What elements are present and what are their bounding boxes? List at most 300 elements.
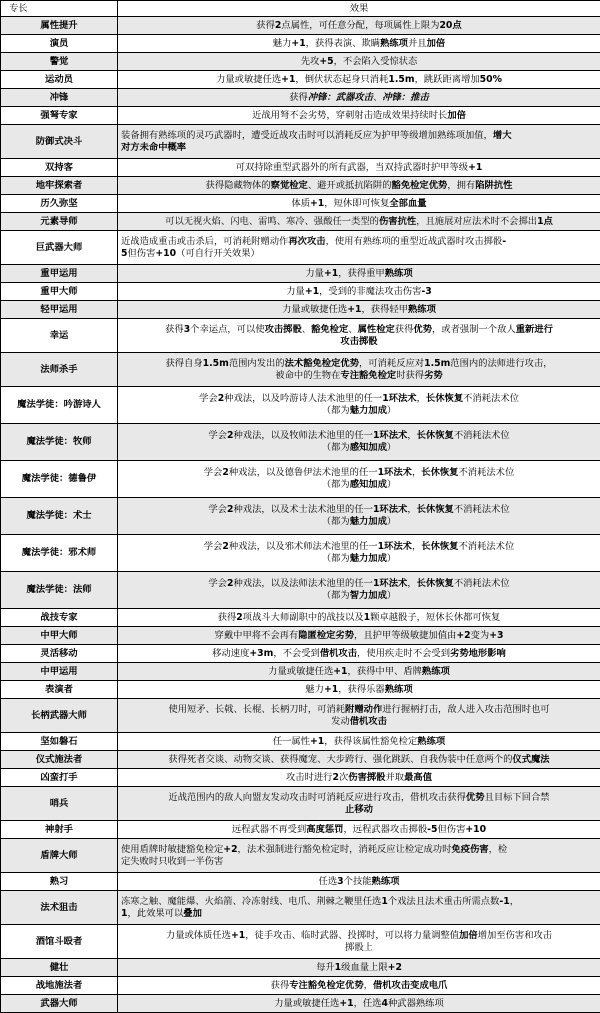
table-row: [1, 891, 600, 925]
feat-name: 长柄武器大师: [1, 699, 118, 733]
table-row: [1, 925, 600, 959]
effect-text: 种戏法，以及邪术师法术池里的任一: [229, 541, 378, 552]
feat-name: 战地施法者: [1, 977, 118, 995]
effect-text: ，法术强制进行豁免检定时，消耗反应让检定成功时: [238, 844, 452, 855]
feat-effect: [118, 891, 600, 925]
table-row: [1, 681, 600, 699]
effect-highlight: 1.5m: [203, 358, 229, 369]
feat-name: 魔法学徒：吟游诗人: [1, 387, 118, 424]
table-row: [1, 769, 600, 787]
effect-text: ，且护甲等级敏捷加值由: [354, 630, 456, 641]
effect-text: 魅力: [273, 38, 292, 49]
feat-effect: [118, 645, 600, 663]
effect-text: 力量或敏捷任选: [216, 74, 281, 85]
effect-text: 力量: [305, 268, 324, 279]
effect-text: ，: [412, 541, 421, 552]
effect-highlight: 长休恢复: [417, 504, 454, 515]
effect-highlight: 熟练项: [422, 666, 450, 677]
table-row: [1, 195, 600, 213]
effect-highlight: 对方未命中概率: [121, 142, 186, 153]
effect-highlight: 熟练项: [408, 304, 436, 315]
effect-highlight: 2: [218, 393, 224, 404]
effect-text: ）: [387, 553, 396, 564]
effect-highlight: 长休恢复: [421, 541, 458, 552]
effect-text: 力量或敏捷任选: [274, 998, 339, 1009]
table-row: [1, 461, 600, 498]
effect-text: 但伤害: [127, 248, 155, 259]
effect-highlight: +2: [456, 630, 470, 641]
feat-effect: [118, 387, 600, 424]
table-row: [1, 35, 600, 53]
effect-text: ，: [417, 393, 426, 404]
feat-name: 坚如磐石: [1, 733, 118, 751]
effect-text: 、: [302, 324, 311, 335]
table-row: [1, 213, 600, 231]
effect-highlight: 叠加: [183, 908, 202, 919]
effect-text: 种戏法，以及法师法术池里的任一: [233, 578, 372, 589]
table-row: [1, 787, 600, 821]
feat-effect: [118, 301, 600, 319]
feat-name: 法术狙击: [1, 891, 118, 925]
effect-text: 进行握柄打击，敌人进入攻击范围时也可: [382, 704, 549, 715]
effect-text: ，: [407, 430, 416, 441]
effect-text: 力量: [286, 286, 305, 297]
table-row: [1, 821, 600, 839]
effect-text: ）: [387, 405, 396, 416]
effect-text: 体质: [291, 198, 310, 209]
effect-text: 次: [339, 772, 348, 783]
effect-text: 种戏法，以及牧师法术池里的任一: [233, 430, 372, 441]
table-row: [1, 301, 600, 319]
table-row: [1, 977, 600, 995]
effect-text: 使用短矛、长戟、长棍、长柄刀时，可消耗: [168, 704, 345, 715]
effect-highlight: +1: [281, 74, 295, 85]
effect-text: 变为: [471, 630, 490, 641]
table-row: [1, 89, 600, 107]
effect-highlight: +1: [468, 162, 482, 173]
effect-highlight: -1: [499, 896, 509, 907]
table-row: [1, 265, 600, 283]
effect-text: 增加至伤害和攻击: [478, 930, 552, 941]
table-row: [1, 159, 600, 177]
effect-highlight: 4: [381, 998, 387, 1009]
feat-effect: [118, 627, 600, 645]
feat-effect: [118, 681, 600, 699]
effect-text: ）: [387, 442, 396, 453]
effect-text: 不消耗法术位: [454, 578, 510, 589]
effect-text: ，: [364, 980, 373, 991]
effect-highlight: 1环法术: [373, 504, 407, 515]
effect-text: ，检: [489, 844, 508, 855]
feat-name: 重甲运用: [1, 265, 118, 283]
feat-name: 轻甲运用: [1, 301, 118, 319]
effect-highlight: 伤害抗性: [379, 216, 416, 227]
table-row: [1, 177, 600, 195]
effect-highlight: 高度惩罚: [306, 824, 343, 835]
effect-text: 力量或敏捷任选: [268, 666, 333, 677]
feat-effect: [118, 424, 600, 461]
effect-highlight: +1: [291, 38, 305, 49]
effect-highlight: 长休恢复: [426, 393, 463, 404]
table-row: [1, 53, 600, 71]
table-row: [1, 873, 600, 891]
effect-text: 且目标下回合禁: [485, 792, 550, 803]
table-row: [1, 751, 600, 769]
effect-highlight: +1: [339, 998, 353, 1009]
feat-name: 巨武器大师: [1, 231, 118, 265]
effect-text: 不消耗法术位: [454, 504, 510, 515]
effect-highlight: 熟练项: [380, 38, 408, 49]
effect-highlight: 20点: [439, 20, 461, 31]
effect-text: ，倒伏状态起身只消耗: [295, 74, 388, 85]
effect-text: ，: [407, 578, 416, 589]
effect-highlight: 再次攻击: [288, 236, 325, 247]
effect-text: 颗卓越骰子，短休长休都可恢复: [370, 612, 500, 623]
effect-highlight: 隐匿检定劣势: [298, 630, 354, 641]
effect-text: 获得: [289, 92, 308, 103]
table-row: [1, 535, 600, 572]
effect-highlight: +1: [231, 930, 245, 941]
feat-effect: [118, 733, 600, 751]
feat-name: 健壮: [1, 959, 118, 977]
effect-text: 点属性，可任意分配，每项属性上限为: [281, 20, 439, 31]
feat-name: 战技专家: [1, 609, 118, 627]
effect-text: ，此效果可以: [127, 908, 183, 919]
effect-highlight: 加倍: [459, 930, 478, 941]
effect-highlight: 3: [184, 324, 190, 335]
effect-text: ）: [387, 590, 396, 601]
table-row: [1, 995, 600, 1013]
table-row: [1, 231, 600, 265]
feat-name: 神射手: [1, 821, 118, 839]
effect-highlight: 劣势: [424, 370, 443, 381]
effect-highlight: -: [502, 236, 506, 247]
effect-text: ，使用有熟练项的重型近战武器时攻击掷骰: [326, 236, 503, 247]
effect-highlight: 熟练项: [385, 268, 413, 279]
effect-highlight: 2: [236, 612, 242, 623]
effect-text: 力量或体质任选: [166, 930, 231, 941]
effect-text: 时获得: [396, 370, 424, 381]
effect-text: ，或者强制一个敌人: [432, 324, 516, 335]
effect-highlight: 免疫伤害: [451, 844, 488, 855]
column-header-effect: 效果: [118, 1, 600, 17]
effect-text: 项战斗大师副职中的战技以及: [243, 612, 364, 623]
effect-highlight: 2: [227, 430, 233, 441]
effect-text: 掷骰上: [345, 942, 373, 953]
effect-text: 近战造成重击或击杀后，可消耗附赠动作: [121, 236, 288, 247]
effect-highlight: 全部血量: [389, 198, 426, 209]
effect-text: 学会: [199, 393, 218, 404]
effect-text: 学会: [208, 504, 227, 515]
effect-highlight: 1.5m: [424, 358, 450, 369]
effect-text: 获得隐藏物体的: [206, 180, 271, 191]
effect-text: ）: [387, 479, 396, 490]
effect-text: ，远程武器攻击掷骰: [343, 824, 427, 835]
effect-highlight: +1: [324, 268, 338, 279]
effect-highlight: 攻击掷骰: [340, 336, 377, 347]
effect-highlight: 察觉检定: [271, 180, 308, 191]
effect-highlight: 优势: [466, 792, 485, 803]
table-row: [1, 387, 600, 424]
effect-highlight: 豁免检定优势: [392, 180, 448, 191]
effect-highlight: 5: [121, 248, 127, 259]
feat-name: 冲锋: [1, 89, 118, 107]
feat-name: 历久弥坚: [1, 195, 118, 213]
feat-effect: [118, 498, 600, 535]
effect-highlight: +1: [310, 736, 324, 747]
effect-text: ，获得重甲: [338, 268, 385, 279]
effect-highlight: 法术豁免检定优势: [285, 358, 359, 369]
effect-highlight: 2: [222, 541, 228, 552]
effect-highlight: 1环法术: [378, 467, 412, 478]
feat-effect: [118, 231, 600, 265]
effect-highlight: 魅力加成: [350, 553, 387, 564]
effect-text: （都为: [322, 516, 350, 527]
effect-text: ）: [387, 516, 396, 527]
feat-effect: [118, 265, 600, 283]
effect-highlight: 借机攻击变成电爪: [373, 980, 447, 991]
effect-text: ，且施展对应法术时不会掷出: [416, 216, 537, 227]
effect-text: 、: [348, 324, 357, 335]
effect-text: 使用盾牌时敏捷豁免检定: [121, 844, 223, 855]
feat-name: 灵活移动: [1, 645, 118, 663]
effect-highlight: -3: [421, 286, 431, 297]
effect-text: 种武器熟练项: [388, 998, 444, 1009]
effect-highlight: 加倍: [427, 38, 446, 49]
effect-text: （都为: [322, 590, 350, 601]
effect-highlight: 重新进行: [516, 324, 553, 335]
effect-text: 获得死者交谈、动物交谈、获得魔宠、大步跨行、强化跳跃、自我伪装中任意两个的: [168, 754, 512, 765]
effect-highlight: 附赠动作: [345, 704, 382, 715]
effect-text: 发动: [331, 716, 350, 727]
effect-text: 可以无视火焰、闪电、雷鸣、寒冷、强酸任一类型的: [165, 216, 379, 227]
effect-highlight: 止移动: [345, 804, 373, 815]
feat-effect: [118, 572, 600, 609]
effect-text: 获得: [218, 612, 237, 623]
effect-text: ，可消耗反应对: [359, 358, 424, 369]
effect-highlight: 借机攻击: [320, 648, 357, 659]
table-row: [1, 627, 600, 645]
feat-effect: [118, 873, 600, 891]
effect-highlight: 2: [227, 578, 233, 589]
feat-name: 中甲运用: [1, 663, 118, 681]
effect-text: 远程武器不再受到: [232, 824, 306, 835]
feat-name: 表演者: [1, 681, 118, 699]
effect-text: 穿戴中甲将不会再有: [215, 630, 299, 641]
effect-text: 学会: [208, 430, 227, 441]
table-row: [1, 645, 600, 663]
effect-highlight: 2: [227, 504, 233, 515]
effect-highlight: +1: [310, 198, 324, 209]
effect-highlight: 陷阱抗性: [475, 180, 512, 191]
effect-text: ，: [407, 504, 416, 515]
feat-name: 元素导师: [1, 213, 118, 231]
effect-highlight: 攻击掷骰: [265, 324, 302, 335]
table-row: [1, 572, 600, 609]
effect-text: 任选: [319, 876, 338, 887]
effect-text: 但伤害: [437, 824, 465, 835]
feat-effect: [118, 609, 600, 627]
feat-name: 强弩专家: [1, 107, 118, 125]
effect-highlight: 熟练项: [385, 684, 413, 695]
effect-text: 级血量上限: [341, 962, 388, 973]
effect-text: 个技能: [344, 876, 372, 887]
effect-text: （都为: [322, 405, 350, 416]
effect-text: ，获得该属性豁免检定: [324, 736, 417, 747]
effect-text: ，徒手攻击、临时武器、投掷时，可以将力量调整值: [245, 930, 459, 941]
effect-text: 获得自身: [165, 358, 202, 369]
effect-text: 不消耗法术位: [463, 393, 519, 404]
effect-highlight: 优势: [413, 324, 432, 335]
effect-highlight: 1: [121, 908, 127, 919]
feat-name: 盾牌大师: [1, 839, 118, 873]
feat-effect: [118, 995, 600, 1013]
effect-highlight: 伤害掷骰: [348, 772, 385, 783]
table-row: [1, 107, 600, 125]
effect-highlight: 冲锋：武器攻击: [308, 92, 373, 103]
effect-highlight: 加倍: [447, 110, 466, 121]
effect-text: 力量或敏捷任选: [282, 304, 347, 315]
table-row: [1, 498, 600, 535]
table-row: [1, 663, 600, 681]
effect-text: 被命中的生物在: [275, 370, 340, 381]
feat-effect: [118, 53, 600, 71]
effect-highlight: 感知加成: [350, 442, 387, 453]
effect-text: 获得: [395, 324, 414, 335]
feat-effect: [118, 959, 600, 977]
column-header-feat: 专长: [1, 1, 118, 17]
effect-text: ，受到的非魔法攻击伤害: [319, 286, 421, 297]
feat-effect: [118, 125, 600, 159]
feat-effect: [118, 663, 600, 681]
feat-name: 熟习: [1, 873, 118, 891]
effect-highlight: 智力加成: [350, 590, 387, 601]
feat-effect: [118, 319, 600, 353]
effect-highlight: +3: [489, 630, 503, 641]
effect-highlight: 魅力加成: [350, 405, 387, 416]
effect-text: ，任选: [354, 998, 382, 1009]
feat-effect: [118, 107, 600, 125]
effect-text: 任一属性: [273, 736, 310, 747]
feat-name: 演员: [1, 35, 118, 53]
effect-highlight: 属性检定: [358, 324, 395, 335]
feat-effect: [118, 283, 600, 301]
effect-highlight: +1: [324, 684, 338, 695]
effect-text: 移动速度: [212, 648, 249, 659]
feat-name: 法师杀手: [1, 353, 118, 387]
effect-text: ，不会陷入受惊状态: [334, 56, 418, 67]
feat-effect: [118, 977, 600, 995]
effect-text: 获得: [165, 324, 184, 335]
effect-text: 攻击时进行: [286, 772, 333, 783]
effect-highlight: 专注豁免检定优势: [289, 980, 363, 991]
effect-text: ，获得乐器: [338, 684, 385, 695]
effect-highlight: 1点: [537, 216, 553, 227]
effect-highlight: 2: [222, 467, 228, 478]
feat-name: 凶蛮打手: [1, 769, 118, 787]
table-row: [1, 699, 600, 733]
effect-highlight: 1: [381, 896, 387, 907]
effect-highlight: 1环法术: [373, 430, 407, 441]
effect-text: 范围内发出的: [229, 358, 285, 369]
effect-text: 、避开或抵抗陷阱的: [308, 180, 392, 191]
feat-effect: [118, 821, 600, 839]
feat-name: 属性提升: [1, 17, 118, 35]
feat-name: 地牢探索者: [1, 177, 118, 195]
feat-name: 重甲大师: [1, 283, 118, 301]
feat-name: 防御式决斗: [1, 125, 118, 159]
feats-table-body: [1, 17, 600, 1013]
effect-text: 每升: [316, 962, 335, 973]
effect-text: 个戏法且法术重击所需点数: [388, 896, 500, 907]
feat-effect: [118, 751, 600, 769]
effect-text: 种戏法，以及德鲁伊法术池里的任一: [229, 467, 378, 478]
table-row: [1, 609, 600, 627]
effect-text: 可双持除重型武器外的所有武器，当双持武器时护甲等级: [236, 162, 468, 173]
effect-highlight: +2: [223, 844, 237, 855]
table-row: [1, 839, 600, 873]
effect-text: 学会: [204, 467, 223, 478]
feat-effect: [118, 159, 600, 177]
effect-text: ，短休即可恢复: [324, 198, 389, 209]
effect-highlight: 长休恢复: [417, 578, 454, 589]
effect-highlight: 1环法术: [373, 578, 407, 589]
feat-effect: [118, 461, 600, 498]
effect-text: ，获得表演、欺瞒: [306, 38, 380, 49]
effect-text: 魅力: [305, 684, 324, 695]
table-row: [1, 283, 600, 301]
effect-text: 、: [373, 92, 382, 103]
effect-text: 并且: [408, 38, 427, 49]
effect-text: ，获得中甲、盾牌: [348, 666, 422, 677]
effect-highlight: +1: [333, 666, 347, 677]
effect-highlight: 1.5m: [388, 74, 414, 85]
feat-name: 运动员: [1, 71, 118, 89]
effect-highlight: 熟练项: [417, 736, 445, 747]
effect-text: 个幸运点，可以使: [190, 324, 264, 335]
effect-highlight: 3: [337, 876, 343, 887]
effect-highlight: 长休恢复: [417, 430, 454, 441]
effect-text: （都为: [322, 479, 350, 490]
effect-highlight: 增大: [493, 130, 512, 141]
effect-text: ，跳跃距离增加: [415, 74, 480, 85]
effect-text: ，拥有: [447, 180, 475, 191]
effect-text: ，使用疾走时不会受到: [357, 648, 450, 659]
feat-name: 武器大师: [1, 995, 118, 1013]
effect-text: 定失败时只收到一半伤害: [121, 856, 223, 867]
effect-text: 范围内的法师进行攻击，: [450, 358, 552, 369]
effect-text: 装备拥有熟练项的灵巧武器时，遭受近战攻击时可以消耗反应为护甲等级增加熟练项加值，: [121, 130, 493, 141]
effect-highlight: 2: [275, 20, 281, 31]
effect-text: 不消耗法术位: [458, 541, 514, 552]
effect-text: 学会: [204, 541, 223, 552]
effect-highlight: 冲锋：推击: [382, 92, 428, 103]
effect-text: 并取: [385, 772, 404, 783]
effect-highlight: 1环法术: [378, 541, 412, 552]
feat-effect: [118, 699, 600, 733]
table-row: [1, 424, 600, 461]
feat-effect: [118, 89, 600, 107]
table-row: [1, 17, 600, 35]
feat-effect: [118, 353, 600, 387]
feat-effect: [118, 535, 600, 572]
table-row: [1, 71, 600, 89]
feat-name: 警觉: [1, 53, 118, 71]
effect-highlight: 1: [335, 962, 341, 973]
feat-name: 酒馆斗殴者: [1, 925, 118, 959]
feat-effect: [118, 213, 600, 231]
feat-effect: [118, 769, 600, 787]
